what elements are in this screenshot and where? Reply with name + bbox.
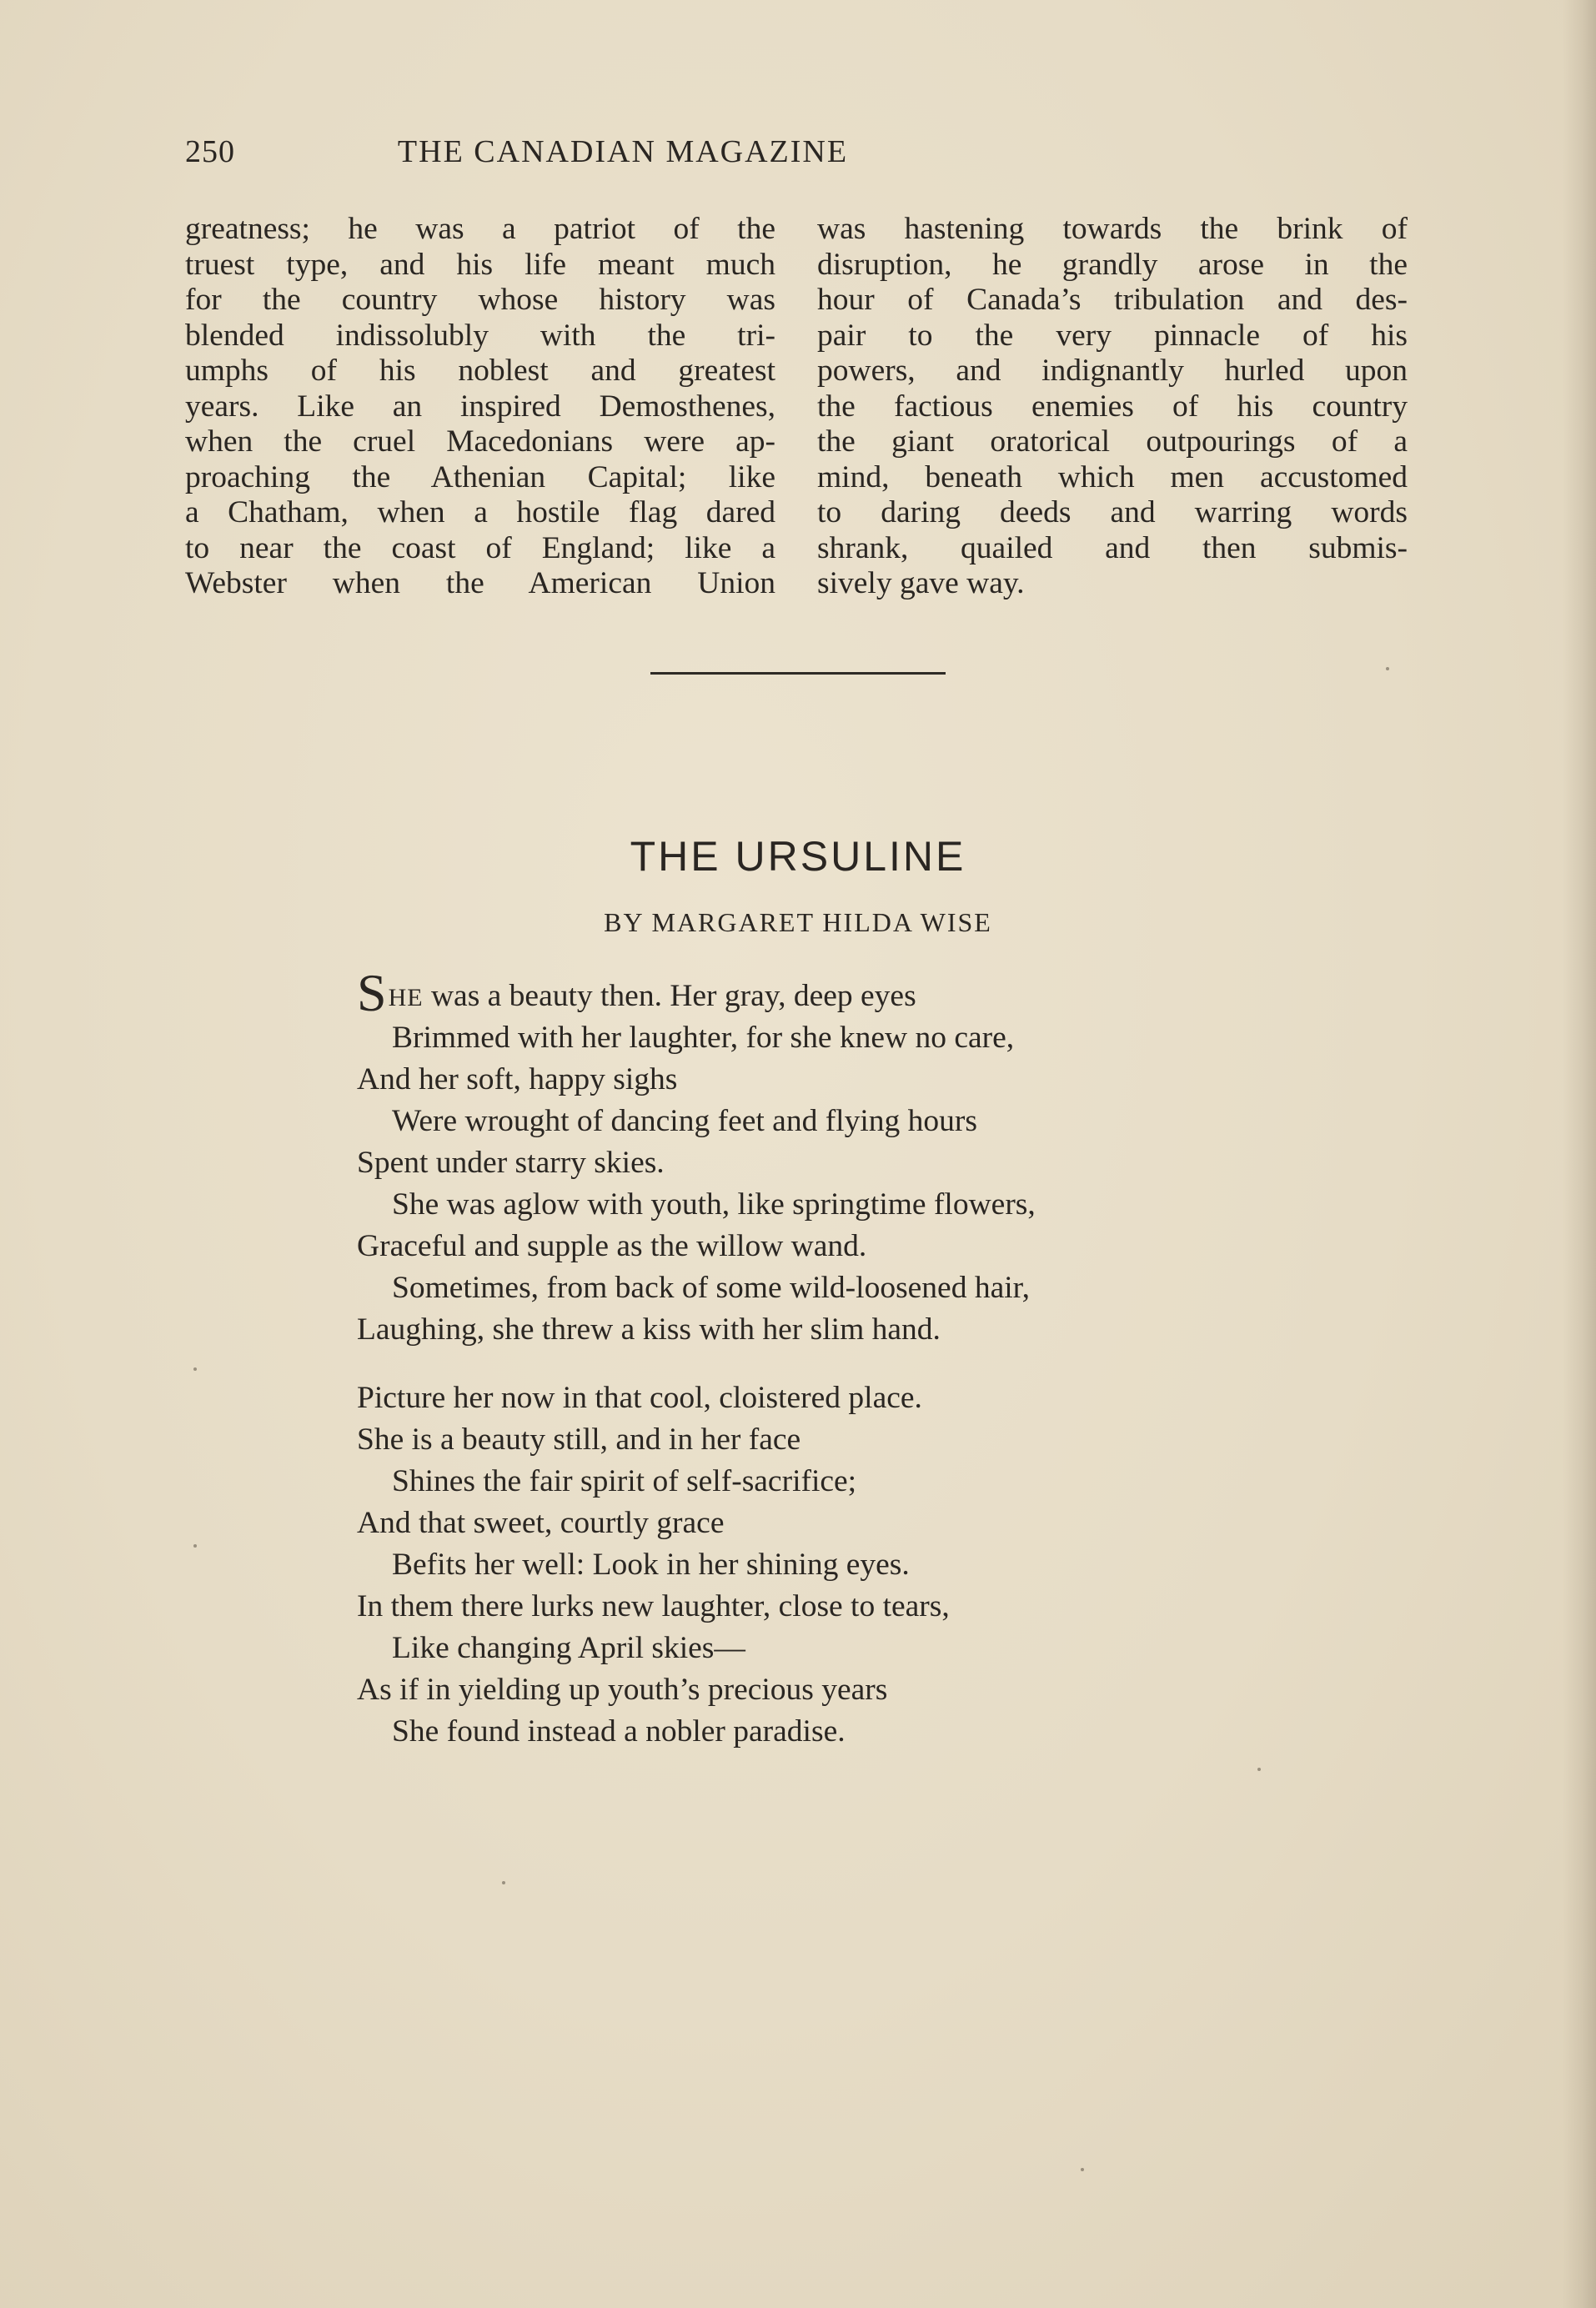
- poem-title: THE URSULINE: [630, 833, 966, 880]
- text-line: the giant oratorical outpourings of a: [817, 424, 1408, 459]
- poem-line: And that sweet, courtly grace: [357, 1506, 725, 1540]
- text-line: umphs of his noblest and greatest: [185, 354, 775, 388]
- first-word-smallcaps: HE: [388, 984, 424, 1011]
- text-line: for the country whose history was: [185, 283, 775, 317]
- poem-line: She is a beauty still, and in her face: [357, 1422, 801, 1457]
- section-divider-rule: [650, 672, 946, 675]
- poem-line: Laughing, she threw a kiss with her slim hand.: [357, 1312, 941, 1347]
- poem-line: Graceful and supple as the willow wand.: [357, 1229, 867, 1263]
- running-head: [185, 133, 1061, 177]
- paper-speck: [502, 1881, 505, 1884]
- drop-cap: S: [357, 963, 387, 1022]
- poem-line: And her soft, happy sighs: [357, 1062, 678, 1096]
- text-line: blended indissolubly with the tri-: [185, 318, 775, 353]
- poem-byline: [0, 907, 1596, 938]
- poem-line: Picture her now in that cool, cloistered place.: [357, 1381, 922, 1415]
- byline-prefix: BY: [604, 907, 644, 937]
- text-line: to daring deeds and warring words: [817, 495, 1408, 529]
- page-edge-shadow: [1563, 0, 1596, 2308]
- text-line: greatness; he was a patriot of the: [185, 212, 775, 246]
- text-line: was hastening towards the brink of: [817, 212, 1408, 246]
- poem-line: Sometimes, from back of some wild-loosened hair,: [392, 1271, 1030, 1305]
- poem-body: [357, 963, 1274, 1753]
- poem-line: As if in yielding up youth’s precious years: [357, 1673, 888, 1707]
- poem-line: [357, 963, 1274, 1022]
- text-line: disruption, he grandly arose in the: [817, 247, 1408, 282]
- text-line: a Chatham, when a hostile flag dared: [185, 495, 775, 529]
- text-line: powers, and indignantly hurled upon: [817, 354, 1408, 388]
- text-line: truest type, and his life meant much: [185, 247, 775, 282]
- poem-line: Shines the fair spirit of self-sacrifice;: [392, 1464, 857, 1498]
- first-line-text: was a beauty then. Her gray, deep eyes: [423, 979, 916, 1013]
- text-line: years. Like an inspired Demosthenes,: [185, 389, 775, 424]
- poem-line: Spent under starry skies.: [357, 1146, 665, 1180]
- text-line: pair to the very pinnacle of his: [817, 318, 1408, 353]
- paper-speck: [1386, 667, 1389, 670]
- paper-speck: [1081, 2168, 1084, 2171]
- poem-line: Were wrought of dancing feet and flying hours: [392, 1104, 977, 1138]
- poem-line: She was aglow with youth, like springtime flowers,: [392, 1187, 1036, 1222]
- poem-line: Brimmed with her laughter, for she knew no care,: [392, 1021, 1015, 1055]
- text-line: mind, beneath which men accustomed: [817, 459, 1408, 494]
- magazine-title: THE CANADIAN MAGAZINE: [397, 134, 849, 169]
- poem-line: Befits her well: Look in her shining eyes.: [392, 1548, 910, 1582]
- text-line: sively gave way.: [817, 566, 1025, 600]
- poem-author: MARGARET HILDA WISE: [651, 907, 992, 937]
- paper-speck: [193, 1367, 197, 1371]
- poem-line: She found instead a nobler paradise.: [392, 1714, 846, 1749]
- text-line: Webster when the American Union: [185, 566, 775, 600]
- text-line: proaching the Athenian Capital; like: [185, 459, 775, 494]
- poem-line: In them there lurks new laughter, close to tears,: [357, 1589, 950, 1623]
- poem-line: Like changing April skies—: [392, 1631, 745, 1665]
- text-line: the factious enemies of his country: [817, 389, 1408, 424]
- right-column: [817, 212, 1408, 602]
- poem-stanza-1: [357, 963, 1274, 1351]
- text-line: when the cruel Macedonians were ap-: [185, 424, 775, 459]
- paper-speck: [193, 1544, 197, 1548]
- text-line: shrank, quailed and then submis-: [817, 530, 1408, 565]
- poem-stanza-2: [357, 1377, 1274, 1753]
- page-number: 250: [185, 134, 235, 169]
- text-line: hour of Canada’s tribulation and des-: [817, 283, 1408, 317]
- paper-speck: [1257, 1768, 1261, 1771]
- text-line: to near the coast of England; like a: [185, 530, 775, 565]
- left-column: [185, 212, 775, 602]
